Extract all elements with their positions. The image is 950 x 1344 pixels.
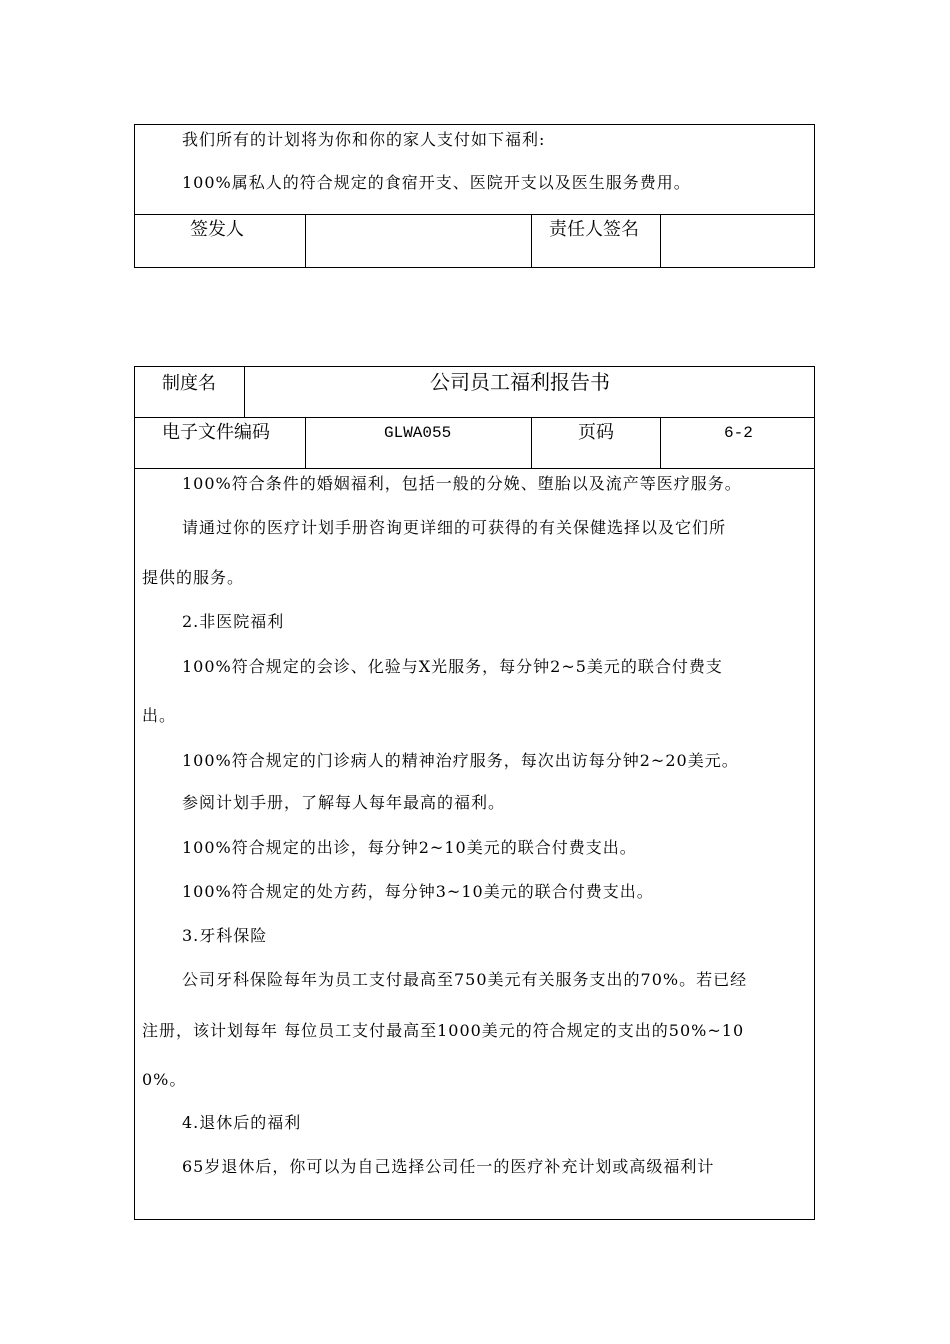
header-row2-col-1: [305, 417, 306, 468]
document-title: 公司员工福利报告书: [430, 370, 610, 394]
body-line: 公司牙科保险每年为员工支付最高至750美元有关服务支出的70%。若已经: [182, 970, 748, 989]
body-line: 100%符合规定的处方药，每分钟3~10美元的联合付费支出。: [182, 882, 654, 901]
header-row1-col: [244, 366, 245, 417]
body-line: 请通过你的医疗计划手册咨询更详细的可获得的有关保健选择以及它们所: [182, 518, 727, 537]
body-line: 注册，该计划每年 每位员工支付最高至1000美元的符合规定的支出的50%~10: [142, 1021, 745, 1040]
body-line: 出。: [142, 706, 177, 725]
header-row2-col-2: [531, 417, 532, 468]
responsible-signature-label: 责任人签名: [549, 219, 639, 240]
header-row-divider-1: [134, 417, 815, 418]
header-row2-col-3: [660, 417, 661, 468]
body-line: 100%符合规定的门诊病人的精神治疗服务，每次出访每分钟2~20美元。: [182, 751, 739, 770]
file-code-value: GLWA055: [384, 424, 452, 442]
body-line: 3.牙科保险: [182, 926, 268, 945]
body-line: 100%符合条件的婚姻福利，包括一般的分娩、堕胎以及流产等医疗服务。: [182, 474, 742, 493]
body-line: 4.退休后的福利: [182, 1113, 302, 1132]
body-line: 2.非医院福利: [182, 612, 285, 631]
page-number-value: 6-2: [724, 424, 753, 442]
top-block-divider: [134, 214, 815, 215]
top-block-col-2: [531, 214, 532, 267]
signer-label: 签发人: [190, 219, 244, 240]
top-block-col-3: [660, 214, 661, 267]
top-block-col-1: [305, 214, 306, 267]
file-code-label: 电子文件编码: [162, 422, 270, 443]
body-line: 100%符合规定的出诊，每分钟2~10美元的联合付费支出。: [182, 838, 637, 857]
body-line: 0%。: [142, 1070, 187, 1089]
body-line: 100%符合规定的会诊、化验与X光服务，每分钟2~5美元的联合付费支: [182, 657, 723, 676]
body-line: 提供的服务。: [142, 568, 245, 587]
body-line: 65岁退休后，你可以为自己选择公司任一的医疗补充计划或高级福利计: [182, 1157, 715, 1176]
top-block-line: 100%属私人的符合规定的食宿开支、医院开支以及医生服务费用。: [182, 173, 691, 192]
body-line: 参阅计划手册，了解每人每年最高的福利。: [182, 793, 506, 812]
system-name-label: 制度名: [162, 373, 216, 394]
top-block-line: 我们所有的计划将为你和你的家人支付如下福利:: [182, 130, 546, 149]
header-row-divider-2: [134, 468, 815, 469]
page-number-label: 页码: [578, 422, 614, 443]
